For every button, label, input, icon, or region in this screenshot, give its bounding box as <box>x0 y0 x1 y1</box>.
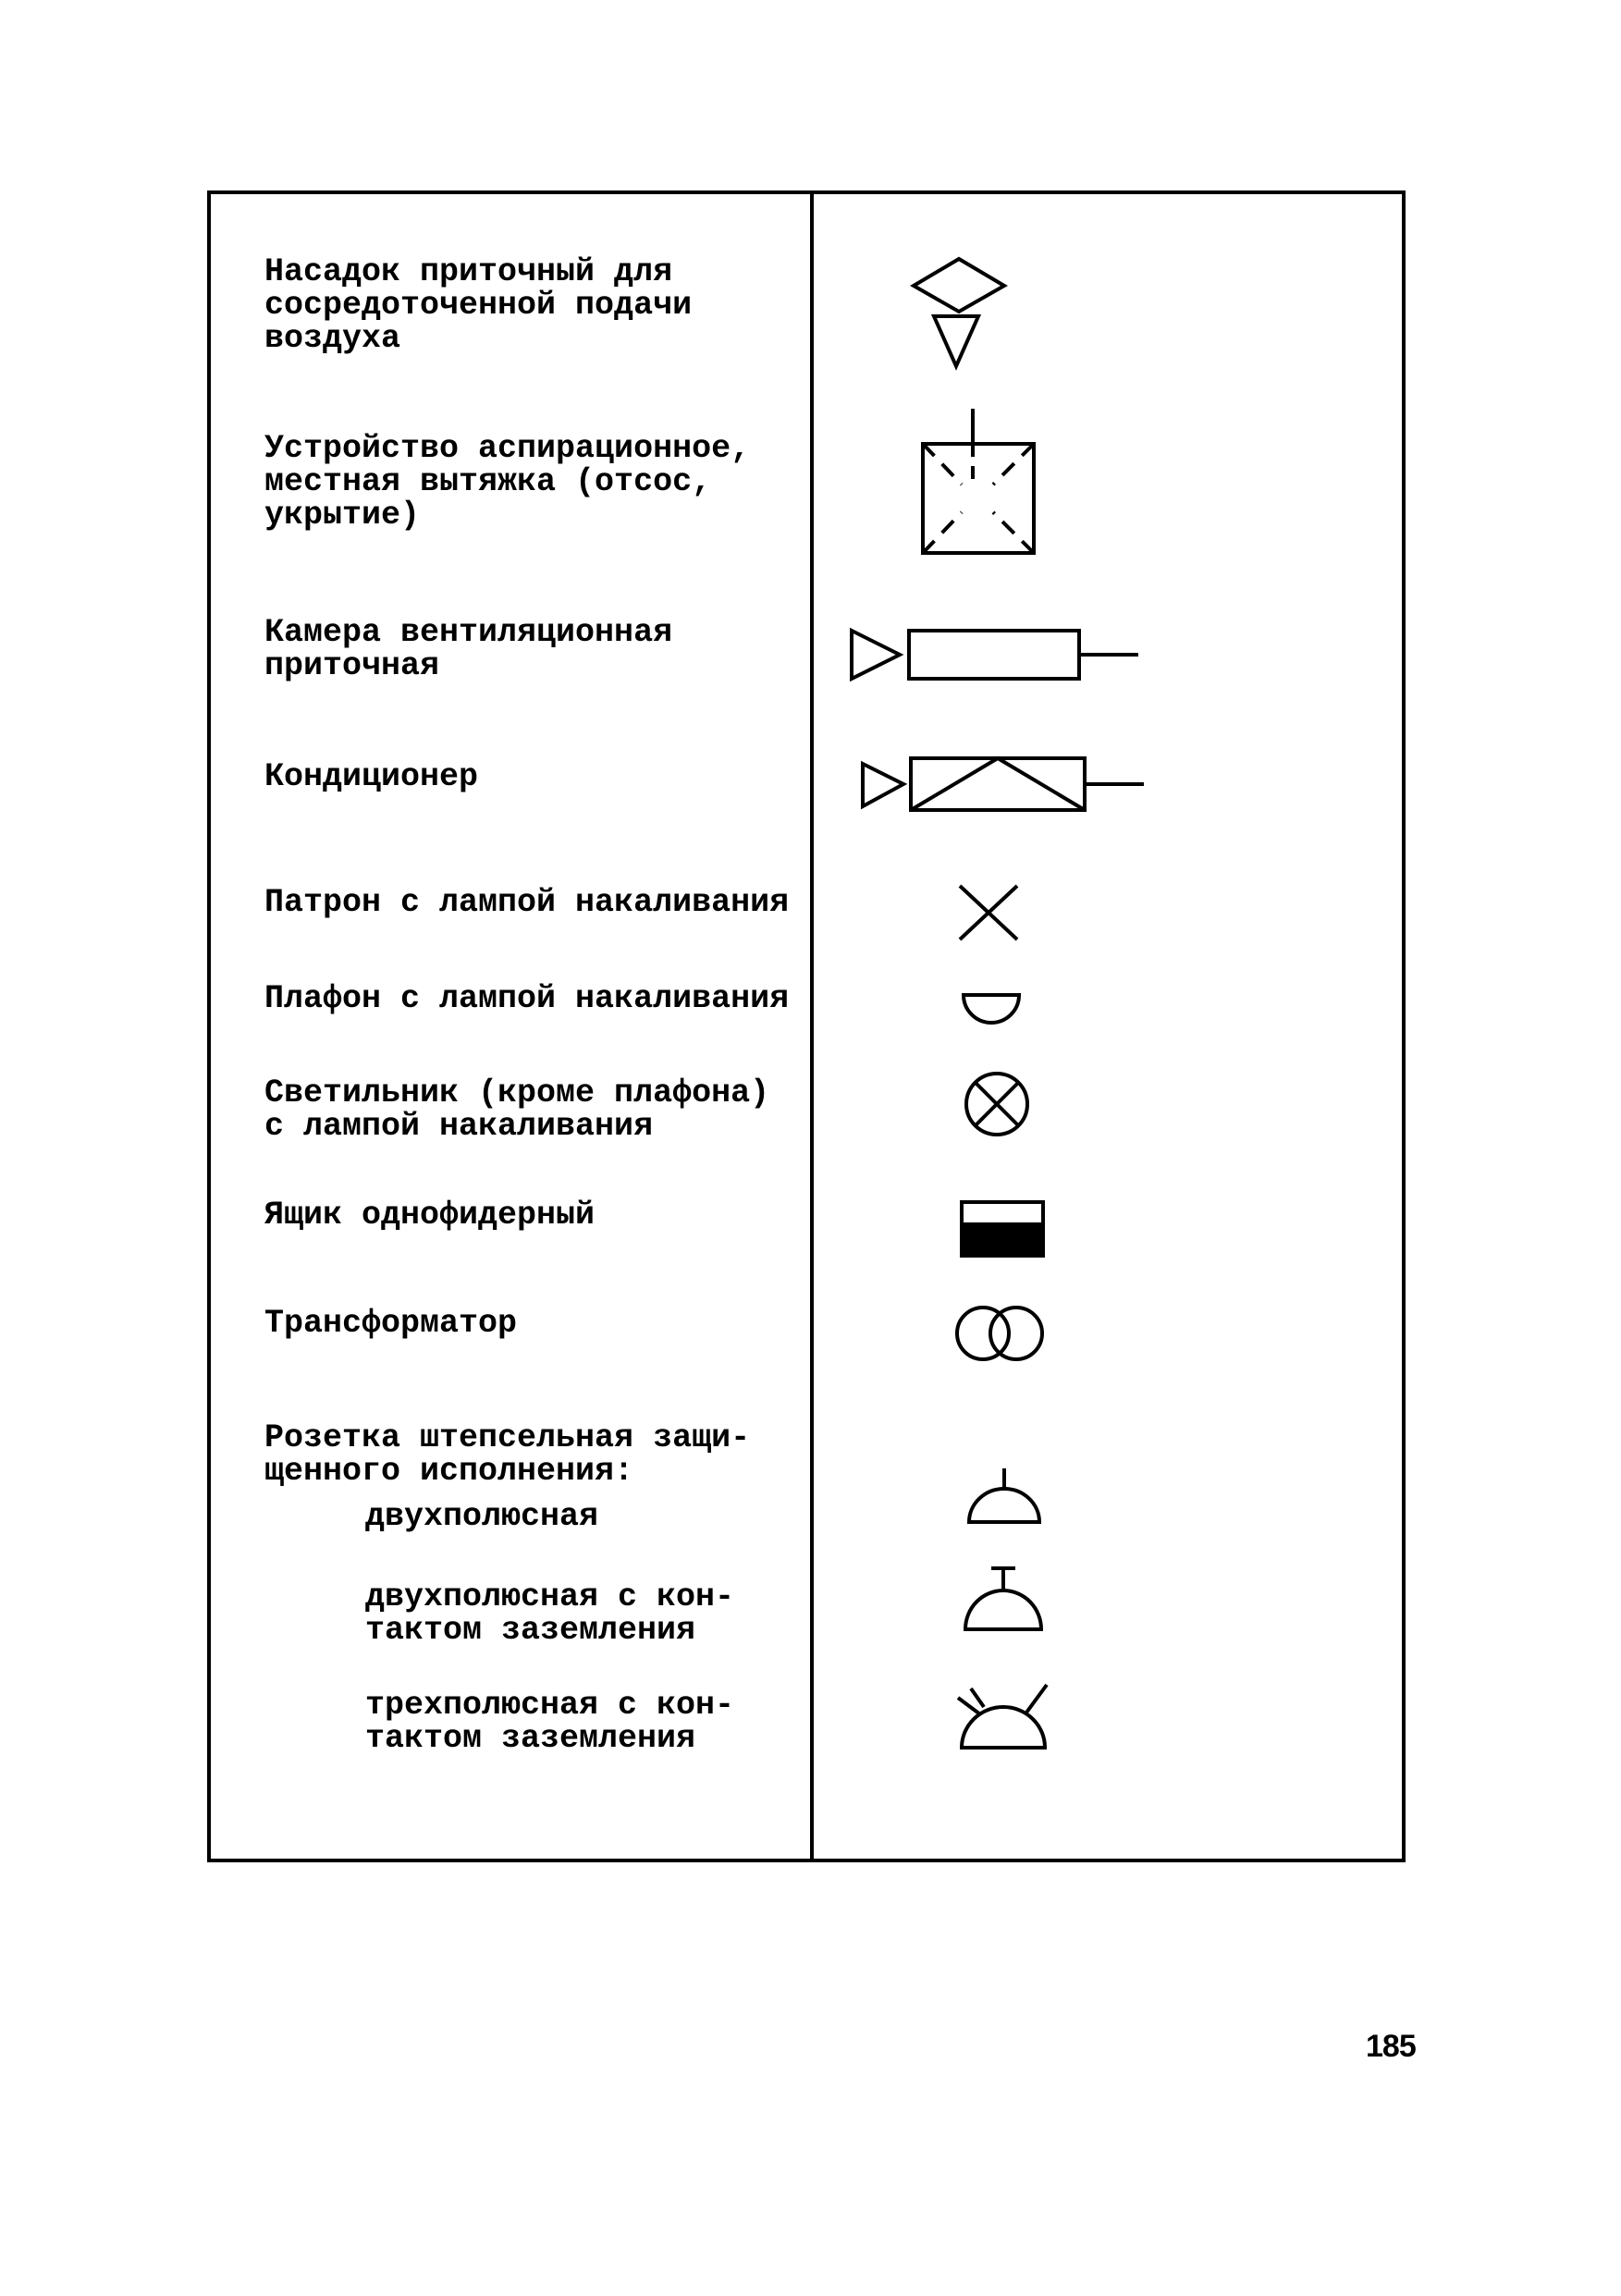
two-pole-socket-icon <box>958 1465 1050 1529</box>
lamp-holder-icon <box>952 877 1026 951</box>
row-description-protected-socket-heading: Розетка штепсельная защи- щенного исполнения: <box>264 1419 751 1490</box>
row-description-air-conditioner: Кондиционер <box>264 758 479 795</box>
row-description-luminaire: Светильник (кроме плафона) с лампой накаливания <box>264 1074 770 1145</box>
two-pole-grounded-socket-icon <box>958 1563 1050 1637</box>
row-description-aspiration-device: Устройство аспирационное, местная вытяжка (отсос, укрытие) <box>264 430 751 534</box>
row-description-supply-ventilation-chamber: Камера вентиляционная приточная <box>264 614 673 684</box>
air-conditioner-icon <box>855 745 1151 819</box>
row-description-supply-nozzle: Насадок приточный для сосредоточенной подачи воздуха <box>264 253 693 357</box>
column-divider <box>810 190 814 1862</box>
page-number: 185 <box>1366 2029 1416 2064</box>
row-description-two-pole-socket: двухполюсная <box>365 1498 599 1535</box>
luminaire-icon <box>962 1069 1036 1143</box>
aspiration-device-icon <box>906 407 1045 564</box>
transformer-icon <box>951 1302 1052 1367</box>
row-description-two-pole-grounded-socket: двухполюсная с кон- тактом заземления <box>365 1578 735 1649</box>
supply-ventilation-chamber-icon <box>846 620 1142 694</box>
single-feeder-box-icon <box>958 1198 1050 1263</box>
three-pole-grounded-socket-icon <box>952 1679 1054 1753</box>
row-description-three-pole-grounded-socket: трехполюсная с кон- тактом заземления <box>365 1687 735 1757</box>
row-description-ceiling-lamp: Плафон с лампой накаливания <box>264 980 790 1017</box>
ceiling-lamp-icon <box>958 988 1032 1034</box>
row-description-lamp-holder: Патрон с лампой накаливания <box>264 884 790 921</box>
row-description-single-feeder-box: Ящик однофидерный <box>264 1197 596 1234</box>
row-description-transformer: Трансформатор <box>264 1305 518 1342</box>
supply-nozzle-icon <box>906 255 1017 375</box>
